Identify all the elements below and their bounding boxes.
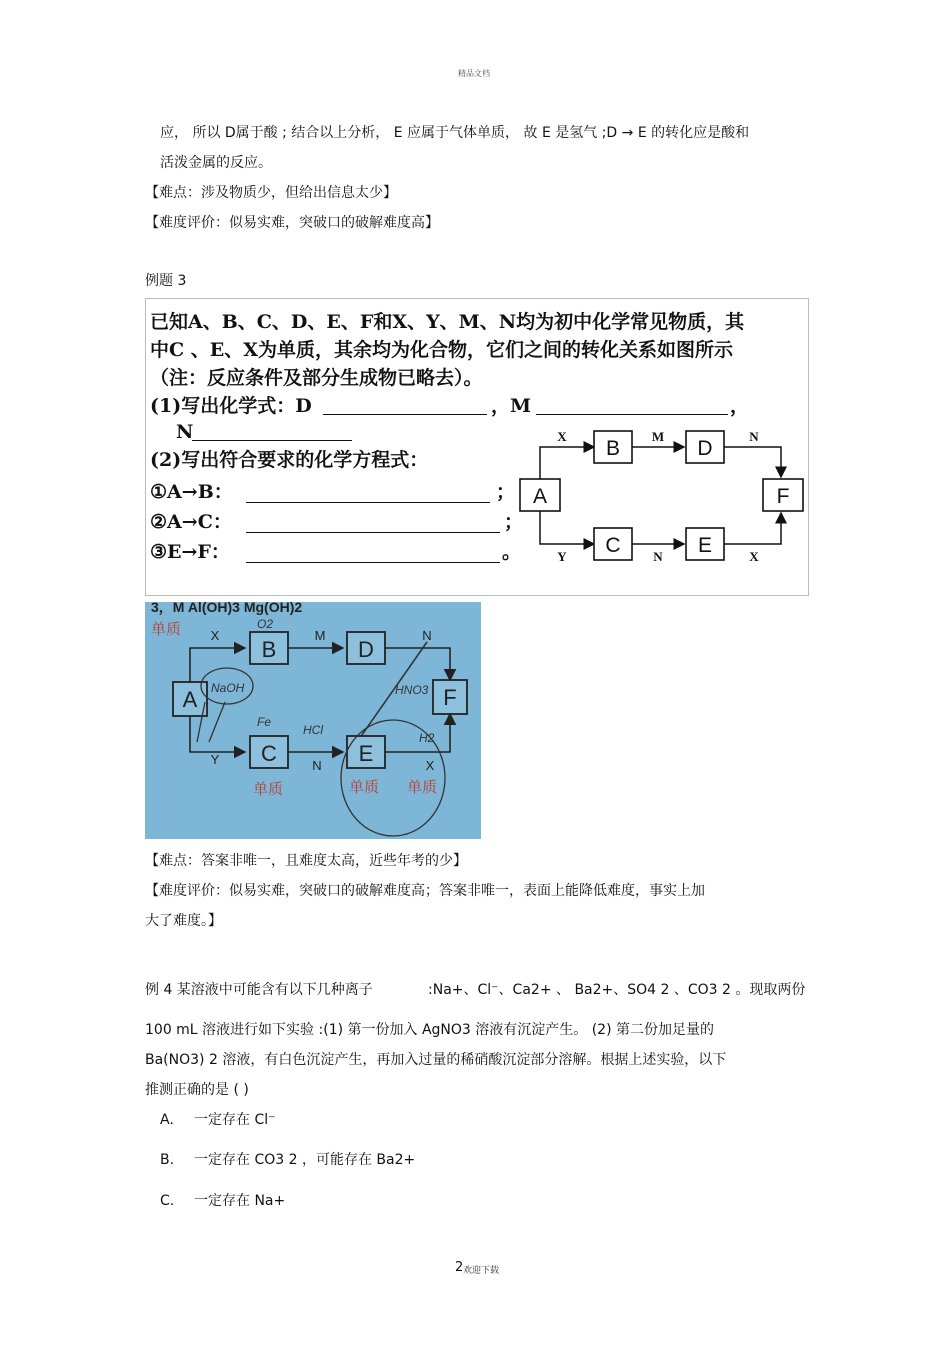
problem-image xyxy=(145,298,809,596)
equation-2-end: ； xyxy=(504,511,524,533)
node-f: F xyxy=(776,485,790,508)
photo-label-danzhi: 单质 xyxy=(253,780,284,798)
arrow-e-f xyxy=(724,513,781,544)
node-e: E xyxy=(697,534,713,557)
photo-node-e: E xyxy=(358,741,374,766)
flow-diagram xyxy=(514,427,806,567)
example4-line: 推测正确的是 ( ) xyxy=(145,1082,249,1098)
example4-line: 100 mL 溶液进行如下实验 :(1) 第一份加入 AgNO3 溶液有沉淀产生。 (2) 第二份加足量的 xyxy=(145,1022,715,1038)
page-header: 精品文档 xyxy=(458,69,490,78)
photo-node-c: C xyxy=(261,741,277,766)
photo-label-danzhi: 单质 xyxy=(407,778,438,796)
option-text: 一定存在 Cl⁻ xyxy=(194,1112,276,1128)
answer-blank xyxy=(536,414,728,415)
photo-label-n: N xyxy=(312,758,322,773)
question-1-m: ，M xyxy=(491,395,532,417)
photo-label-n: N xyxy=(422,628,432,643)
option-key: A. xyxy=(160,1112,174,1128)
node-a: A xyxy=(532,485,548,508)
photo-node-a: A xyxy=(182,687,198,712)
problem-text: 已知A、B、C、D、E、F和X、Y、M、N均为初中化学常见物质，其 xyxy=(150,311,745,333)
node-b: B xyxy=(605,437,621,460)
arrow-a-b xyxy=(540,447,594,479)
example4-ions: :Na+、Cl⁻、Ca2+ 、 Ba2+、SO4 2 、CO3 2 。现取两份 xyxy=(428,982,806,998)
label-x: X xyxy=(557,429,567,444)
label-m: M xyxy=(651,429,665,444)
evaluation-note: 【难度评价：似易实难，突破口的破解难度高】 xyxy=(145,215,439,231)
paragraph-line: 应， 所以 D属于酸 ; 结合以上分析， E 应属于气体单质， 故 E 是氢气 ;D → E 的转化应是酸和 xyxy=(160,125,750,141)
photo-label-x: X xyxy=(210,628,220,643)
difficulty-note: 【难点：答案非唯一，且难度太高，近些年考的少】 xyxy=(145,853,467,869)
photo-label-danzhi: 单质 xyxy=(349,778,380,796)
node-d: D xyxy=(697,437,713,460)
equation-2: ②A→C： xyxy=(150,511,232,533)
option-key: C. xyxy=(160,1193,175,1209)
node-c: C xyxy=(605,534,621,557)
photo-node-f: F xyxy=(443,685,457,710)
photo-top-text: 3，M Al(OH)3 Mg(OH)2 xyxy=(151,602,303,615)
problem-text: 中C 、E、X为单质，其余均为化合物，它们之间的转化关系如图所示 xyxy=(150,339,733,361)
label-y: Y xyxy=(557,549,567,564)
label-n: N xyxy=(653,549,663,564)
photo-label-danzhi: 单质 xyxy=(151,620,182,638)
evaluation-note: 【难度评价：似易实难，突破口的破解难度高；答案非唯一，表面上能降低难度，事实上加 xyxy=(145,883,705,899)
question-2: (2)写出符合要求的化学方程式： xyxy=(150,449,429,471)
arrow-a-c xyxy=(540,511,594,544)
example4-intro: 例 4 某溶液中可能含有以下几种离子 xyxy=(145,982,373,998)
evaluation-note: 大了难度。】 xyxy=(145,913,222,929)
annotated-photo xyxy=(145,602,481,839)
equation-1-end: ； xyxy=(496,481,516,503)
arrow-d-f xyxy=(724,447,781,477)
question-1-n: N xyxy=(176,421,194,443)
example4-line: Ba(NO3) 2 溶液，有白色沉淀产生，再加入过量的稀硝酸沉淀部分溶解。根据上述实验，以下 xyxy=(145,1052,727,1068)
photo-label-x: X xyxy=(425,758,435,773)
page-number: 2 xyxy=(455,1260,464,1275)
photo-note-o2: O2 xyxy=(257,617,274,631)
example-title: 例题 3 xyxy=(145,273,187,289)
option-text: 一定存在 Na+ xyxy=(194,1193,286,1209)
equation-3: ③E→F： xyxy=(150,541,230,563)
photo-note-h2: H2 xyxy=(419,731,435,745)
answer-blank xyxy=(246,502,490,503)
footer-text: 欢迎下载 xyxy=(463,1266,500,1276)
option-text: 一定存在 CO3 2 ，可能存在 Ba2+ xyxy=(194,1152,416,1168)
answer-blank xyxy=(323,414,487,415)
photo-label-y: Y xyxy=(210,752,220,767)
photo-note-fe: Fe xyxy=(257,715,272,729)
answer-blank xyxy=(246,532,500,533)
photo-note-hno3: HNO3 xyxy=(395,683,429,697)
paragraph-line: 活泼金属的反应。 xyxy=(160,155,272,171)
photo-label-m: M xyxy=(314,628,326,643)
difficulty-note: 【难点：涉及物质少，但给出信息太少】 xyxy=(145,185,397,201)
equation-1: ①A→B： xyxy=(150,481,233,503)
answer-blank xyxy=(246,562,500,563)
label-x: X xyxy=(749,549,759,564)
photo-note-hcl: HCl xyxy=(303,723,323,737)
equation-3-end: 。 xyxy=(502,541,522,563)
photo-node-b: B xyxy=(261,637,277,662)
label-n: N xyxy=(749,429,759,444)
problem-text: （注：反应条件及部分生成物已略去）。 xyxy=(150,367,483,389)
photo-note-naoh: NaOH xyxy=(211,681,245,695)
annotated-diagram xyxy=(145,602,481,839)
option-key: B. xyxy=(160,1152,175,1168)
question-1-end: ， xyxy=(730,395,750,417)
question-1: (1)写出化学式：D xyxy=(150,395,312,417)
photo-node-d: D xyxy=(358,637,374,662)
answer-blank xyxy=(192,440,352,441)
